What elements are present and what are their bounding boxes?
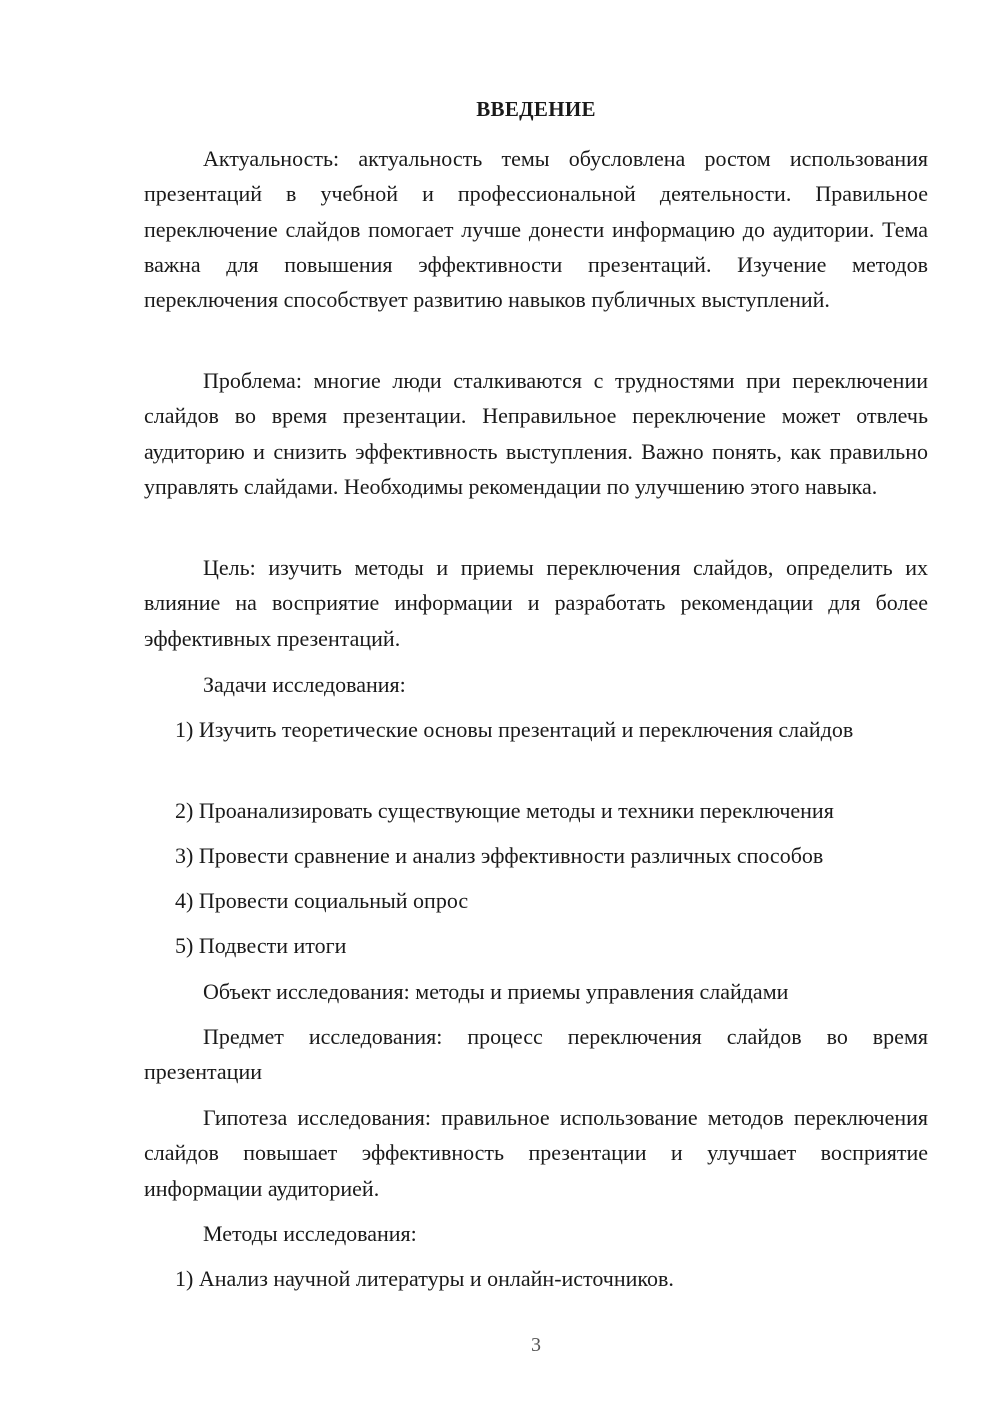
task-item-3: 3) Провести сравнение и анализ эффективности различных способов bbox=[175, 843, 824, 868]
tasks-label: Задачи исследования: bbox=[203, 672, 406, 697]
task-item-2: 2) Проанализировать существующие методы и техники переключения bbox=[175, 798, 834, 823]
page-number: 3 bbox=[531, 1334, 541, 1356]
page-title: ВВЕДЕНИЕ bbox=[476, 97, 596, 121]
methods-label: Методы исследования: bbox=[203, 1221, 417, 1246]
task-item-5: 5) Подвести итоги bbox=[175, 933, 347, 958]
subject-paragraph: Предмет исследования: процесс переключения слайдов во время презентации bbox=[144, 1024, 928, 1085]
problem-paragraph: Проблема: многие люди сталкиваются с трудностями при переключении слайдов во время презентации. Неправильное переключение может отвлечь аудиторию и снизить эффективность выступления. Важно понять, как правильно управлять слайдами. Необходимы рекомендации по улучшению этого навыка. bbox=[144, 368, 928, 499]
hypothesis-paragraph: Гипотеза исследования: правильное использование методов переключения слайдов повышает эффективность презентации и улучшает восприятие информации аудиторией. bbox=[144, 1105, 928, 1201]
method-item-1: 1) Анализ научной литературы и онлайн-источников. bbox=[175, 1266, 674, 1291]
task-item-4: 4) Провести социальный опрос bbox=[175, 888, 469, 913]
relevance-paragraph: Актуальность: актуальность темы обусловлена ростом использования презентаций в учебной и профессиональной деятельности. Правильное переключение слайдов помогает лучше донести информацию до аудитории. Тема важна для повышения эффективности презентаций. Изучение методов переключения способствует развитию навыков публичных выступлений. bbox=[144, 146, 928, 313]
goal-paragraph: Цель: изучить методы и приемы переключения слайдов, определить их влияние на восприятие информации и разработать рекомендации для более эффективных презентаций. bbox=[144, 555, 928, 651]
object-paragraph: Объект исследования: методы и приемы управления слайдами bbox=[203, 979, 789, 1004]
task-item-1: 1) Изучить теоретические основы презентаций и переключения слайдов bbox=[175, 717, 854, 742]
